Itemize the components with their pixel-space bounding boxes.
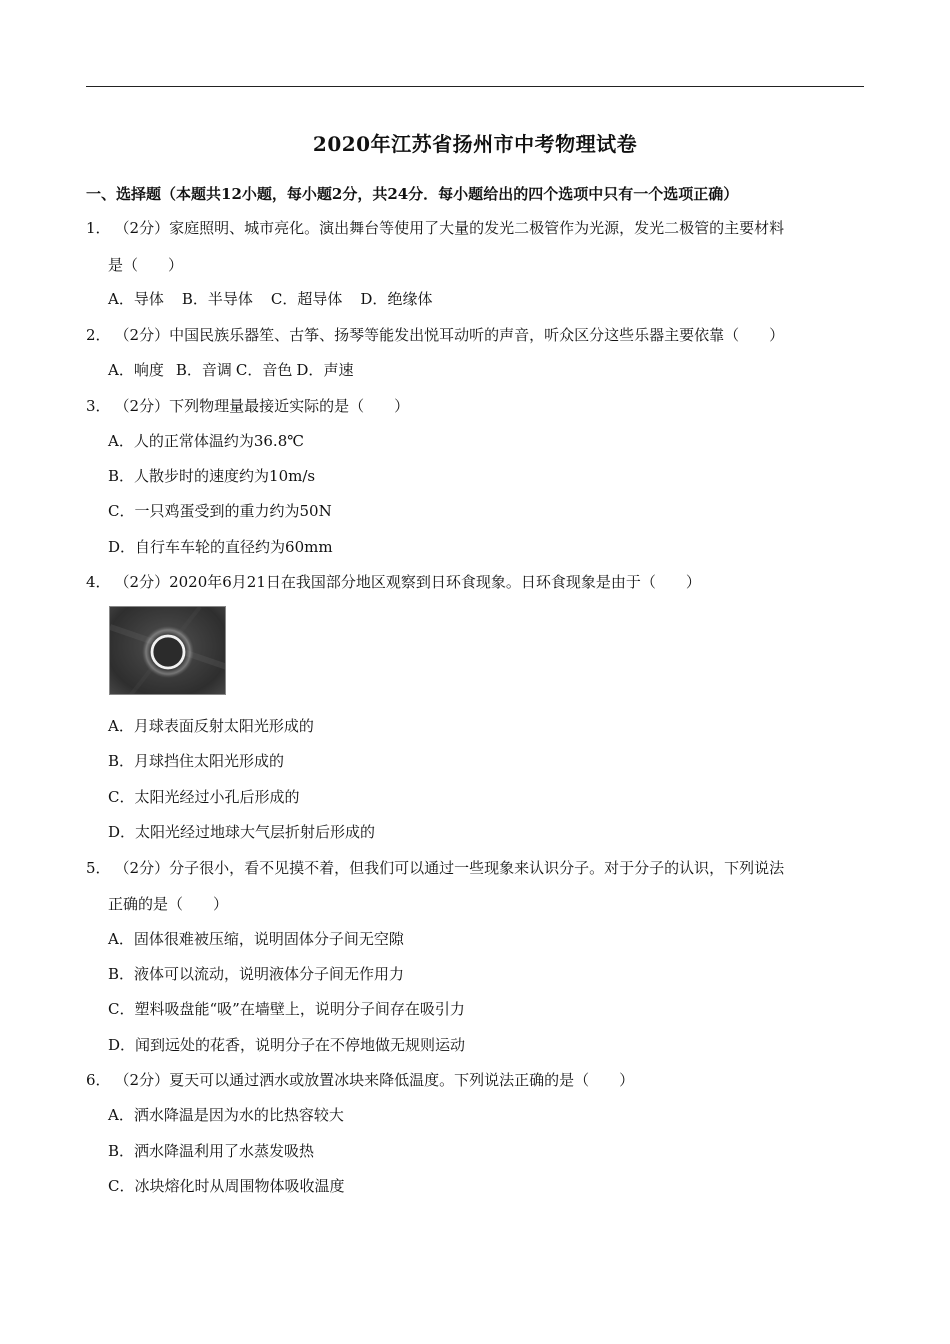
option-text: 声速 [323, 361, 354, 379]
question-text: 下列物理量最接近实际的是（ ） [169, 397, 410, 415]
option-label: D． [108, 823, 136, 841]
option-label: A． [108, 432, 134, 450]
question-score: （2分） [114, 573, 170, 591]
question-1 [86, 218, 784, 238]
question-number: 4． [86, 573, 111, 591]
option-d [296, 360, 353, 380]
option-label: D． [296, 361, 324, 379]
option-label: C． [270, 290, 298, 308]
option-label: A． [108, 1106, 134, 1124]
question-score: （2分） [114, 219, 170, 237]
option-text: 导体 [133, 290, 164, 308]
option-text: 太阳光经过小孔后形成的 [134, 788, 300, 806]
header-rule [86, 86, 864, 87]
question-4 [86, 572, 701, 592]
option-text: 液体可以流动，说明液体分子间无作用力 [134, 965, 405, 983]
option-label: C． [108, 1000, 135, 1018]
question-4-option-b [108, 751, 284, 771]
page-title: 2020年江苏省扬州市中考物理试卷 [312, 132, 638, 156]
option-b [182, 289, 253, 309]
option-b [176, 360, 232, 380]
section-heading: 一、选择题（本题共12小题，每小题2分，共24分．每小题给出的四个选项中只有一个选项正确） [86, 185, 739, 203]
question-1-continuation: 是（ ） [108, 256, 184, 274]
question-text: 2020年6月21日在我国部分地区观察到日环食现象。日环食现象是由于（ ） [169, 573, 701, 591]
question-text: 夏天可以通过洒水或放置冰块来降低温度。下列说法正确的是（ ） [169, 1071, 635, 1089]
option-text: 固体很难被压缩，说明固体分子间无空隙 [133, 930, 404, 948]
option-label: C． [108, 502, 135, 520]
option-text: 响度 [133, 361, 164, 379]
option-label: B． [108, 965, 135, 983]
option-text: 绝缘体 [387, 290, 433, 308]
option-label: C． [108, 1177, 135, 1195]
option-label: B． [108, 467, 135, 485]
option-a [108, 360, 164, 380]
question-text: 家庭照明、城市亮化。演出舞台等使用了大量的发光二极管作为光源，发光二极管的主要材料 [169, 219, 785, 237]
annular-eclipse-photo [109, 606, 226, 695]
option-label: A． [108, 290, 134, 308]
option-text: 音色 [262, 361, 293, 379]
option-label: B． [108, 752, 135, 770]
question-2-options [108, 360, 371, 380]
option-text: 闻到远处的花香，说明分子在不停地做无规则运动 [135, 1036, 466, 1054]
question-score: （2分） [114, 397, 170, 415]
option-text: 洒水降温利用了水蒸发吸热 [134, 1142, 315, 1160]
option-label: D． [108, 1036, 136, 1054]
option-label: A． [108, 361, 134, 379]
question-4-option-d [108, 822, 375, 842]
option-text: 月球挡住太阳光形成的 [134, 752, 285, 770]
option-text: 自行车车轮的直径约为60mm [135, 538, 333, 556]
question-6-option-b [108, 1141, 314, 1161]
option-text: 冰块熔化时从周围物体吸收温度 [134, 1177, 345, 1195]
option-label: A． [108, 717, 134, 735]
option-text: 超导体 [297, 290, 343, 308]
option-label: B． [108, 1142, 135, 1160]
question-4-option-c [108, 787, 300, 807]
question-3-option-a [108, 431, 304, 451]
question-number: 1． [86, 219, 111, 237]
question-5-option-d [108, 1035, 465, 1055]
question-text: 分子很小，看不见摸不着，但我们可以通过一些现象来认识分子。对于分子的认识，下列说法 [169, 859, 785, 877]
option-label: D． [360, 290, 388, 308]
question-3-option-d [108, 537, 333, 557]
question-3 [86, 396, 409, 416]
option-label: C． [235, 361, 263, 379]
question-number: 6． [86, 1071, 111, 1089]
question-number: 5． [86, 859, 111, 877]
question-1-options [108, 289, 450, 309]
question-6-option-c [108, 1176, 345, 1196]
question-5-option-b [108, 964, 404, 984]
question-5-option-c [108, 999, 465, 1019]
question-score: （2分） [114, 1071, 170, 1089]
question-6-option-a [108, 1105, 344, 1125]
option-label: A． [108, 930, 134, 948]
option-text: 太阳光经过地球大气层折射后形成的 [135, 823, 376, 841]
option-text: 人的正常体温约为36.8℃ [133, 432, 305, 450]
option-text: 一只鸡蛋受到的重力约为50N [134, 502, 332, 520]
question-score: （2分） [114, 326, 170, 344]
option-label: C． [108, 788, 135, 806]
option-c [236, 360, 293, 380]
question-number: 2． [86, 326, 111, 344]
option-a [108, 289, 164, 309]
option-text: 塑料吸盘能“吸”在墙壁上，说明分子间存在吸引力 [134, 1000, 465, 1018]
option-c [271, 289, 343, 309]
question-5-option-a [108, 929, 404, 949]
option-label: B． [175, 361, 202, 379]
option-label: B． [181, 290, 208, 308]
question-2 [86, 325, 784, 345]
question-number: 3． [86, 397, 111, 415]
option-d [360, 289, 432, 309]
question-text: 中国民族乐器笙、古筝、扬琴等能发出悦耳动听的声音，听众区分这些乐器主要依靠（ ） [169, 326, 785, 344]
question-6 [86, 1070, 634, 1090]
eclipse-ring-icon [110, 607, 226, 695]
option-text: 音调 [201, 361, 232, 379]
question-4-option-a [108, 716, 314, 736]
option-text: 半导体 [207, 290, 253, 308]
option-label: D． [108, 538, 136, 556]
option-text: 月球表面反射太阳光形成的 [133, 717, 314, 735]
question-5 [86, 858, 784, 878]
question-5-continuation: 正确的是（ ） [108, 895, 229, 913]
question-score: （2分） [114, 859, 170, 877]
option-text: 人散步时的速度约为10m/s [134, 467, 316, 485]
question-3-option-b [108, 466, 315, 486]
question-3-option-c [108, 501, 332, 521]
option-text: 洒水降温是因为水的比热容较大 [133, 1106, 344, 1124]
